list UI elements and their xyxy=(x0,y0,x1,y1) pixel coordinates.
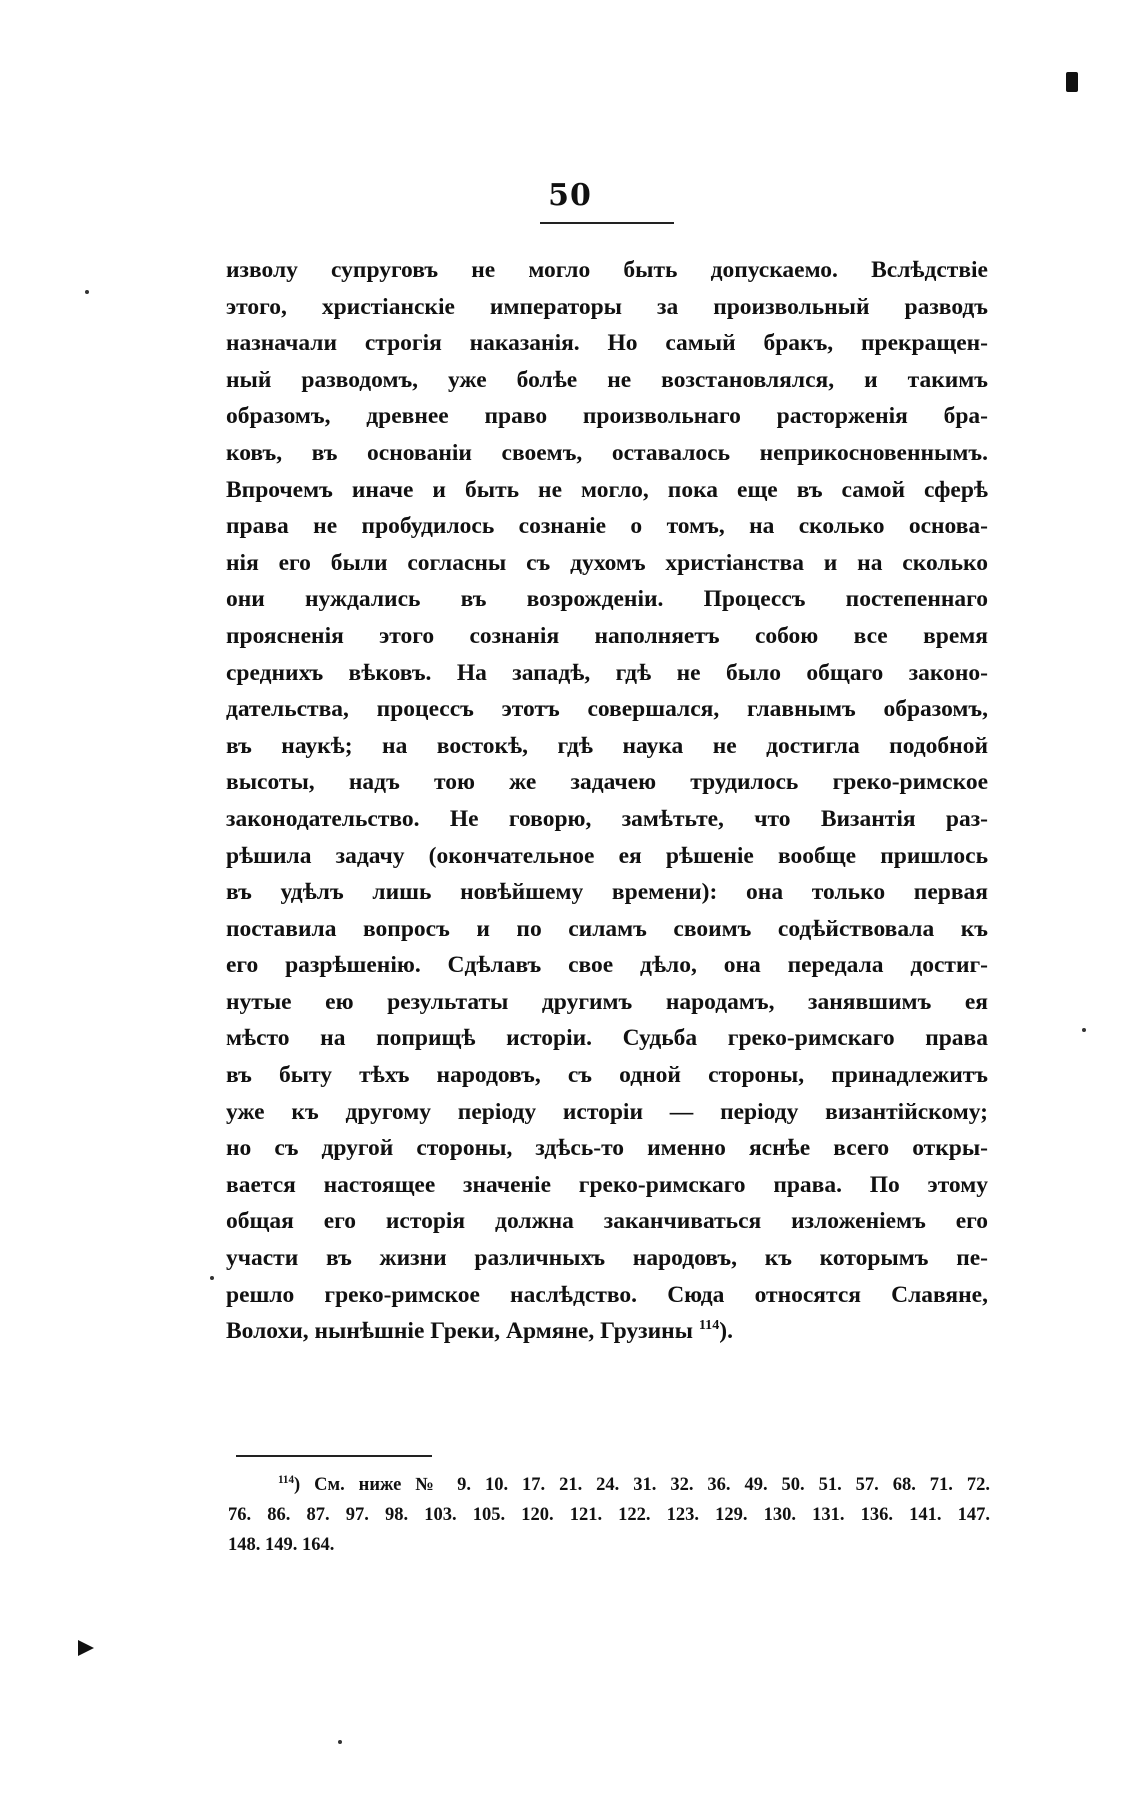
text-line: ковъ, въ основаніи своемъ, оставалось неприкосновеннымъ. xyxy=(226,439,988,466)
text-line: нія его были согласны съ духомъ христіанства и на сколько xyxy=(226,549,988,576)
text-line: нутые ею результаты другимъ народамъ, занявшимъ ея xyxy=(226,988,988,1015)
text-line: среднихъ вѣковъ. На западѣ, гдѣ не было общаго законо- xyxy=(226,659,988,686)
text-line: его разрѣшенію. Сдѣлавъ свое дѣло, она передала достиг- xyxy=(226,952,988,979)
text-line: Волохи, нынѣшніе Греки, Армяне, Грузины xyxy=(226,1318,694,1345)
text-line: назначали строгія наказанія. Но самый бракъ, прекращен- xyxy=(226,330,988,357)
text-line: въ удѣлъ лишь новѣйшему времени): она только первая xyxy=(226,879,988,906)
scan-speck xyxy=(210,1276,214,1280)
scan-arrow-mark xyxy=(78,1640,94,1656)
footnote-line: 76. 86. 87. 97. 98. 103. 105. 120. 121. 122. 123. 129. 130. 131. 136. 141. 147. xyxy=(228,1505,990,1525)
text-line: уже къ другому періоду исторіи — періоду византійскому; xyxy=(226,1098,988,1125)
text-line: решло греко-римское наслѣдство. Сюда относятся Славяне, xyxy=(226,1281,988,1308)
scan-speck xyxy=(85,290,89,294)
text-line-last xyxy=(226,1313,988,1350)
scan-speck xyxy=(1082,1028,1086,1032)
footnote-reference[interactable]: 114 xyxy=(698,1317,720,1334)
text-line: права не пробудилось сознаніе о томъ, на сколько основа- xyxy=(226,513,988,540)
footnote-lead: ) См. ниже № 9. 10. 17. 21. 24. 31. 32. 36. 49. 50. 51. 57. 68. 71. 72. xyxy=(294,1475,990,1495)
text-line: Впрочемъ иначе и быть не могло, пока еще въ самой сферѣ xyxy=(226,476,988,503)
text-line: рѣшила задачу (окончательное ея рѣшеніе вообще пришлось xyxy=(226,842,988,869)
text-line: образомъ, древнее право произвольнаго расторженія бра- xyxy=(226,403,988,430)
scan-corner-mark xyxy=(1066,72,1078,92)
text-line: они нуждались въ возрожденіи. Процессъ постепеннаго xyxy=(226,586,988,613)
body-text xyxy=(226,252,988,1350)
text-line: въ наукѣ; на востокѣ, гдѣ наука не достигла подобной xyxy=(226,732,988,759)
footnote-line xyxy=(228,1470,990,1500)
page-number: 50 xyxy=(548,178,592,213)
text-line: этого, христіанскіе императоры за произвольный разводъ xyxy=(226,293,988,320)
text-line: участи въ жизни различныхъ народовъ, къ которымъ пе- xyxy=(226,1245,988,1272)
footnote-marker: 114 xyxy=(278,1473,295,1486)
text-line: ный разводомъ, уже болѣе не возстановлялся, и такимъ xyxy=(226,366,988,393)
text-line: вается настоящее значеніе греко-римскаго права. По этому xyxy=(226,1171,988,1198)
text-line: общая его исторія должна заканчиваться изложеніемъ его xyxy=(226,1208,988,1235)
scan-speck xyxy=(338,1740,342,1744)
text-line: но съ другой стороны, здѣсь-то именно яснѣе всего откры- xyxy=(226,1135,988,1162)
footnote-line: 148. 149. 164. xyxy=(228,1535,335,1555)
footnote xyxy=(228,1470,990,1560)
text-line: дательства, процессъ этотъ совершался, главнымъ образомъ, xyxy=(226,696,988,723)
text-line: въ быту тѣхъ народовъ, съ одной стороны, принадлежитъ xyxy=(226,1062,988,1089)
text-line: мѣсто на поприщѣ исторіи. Судьба греко-римскаго права xyxy=(226,1025,988,1052)
text-line-end: ). xyxy=(719,1318,733,1345)
text-line: законодательство. Не говорю, замѣтьте, что Византія раз- xyxy=(226,805,988,832)
page-number-rule xyxy=(540,222,674,224)
text-line: изволу супруговъ не могло быть допускаемо. Вслѣдствіе xyxy=(226,257,988,283)
text-line: проясненія этого сознанія наполняетъ собою все время xyxy=(226,622,988,649)
text-line: поставила вопросъ и по силамъ своимъ содѣйствовала къ xyxy=(226,915,988,942)
footnote-rule xyxy=(236,1455,432,1457)
text-line: высоты, надъ тою же задачею трудилось греко-римское xyxy=(226,769,988,796)
